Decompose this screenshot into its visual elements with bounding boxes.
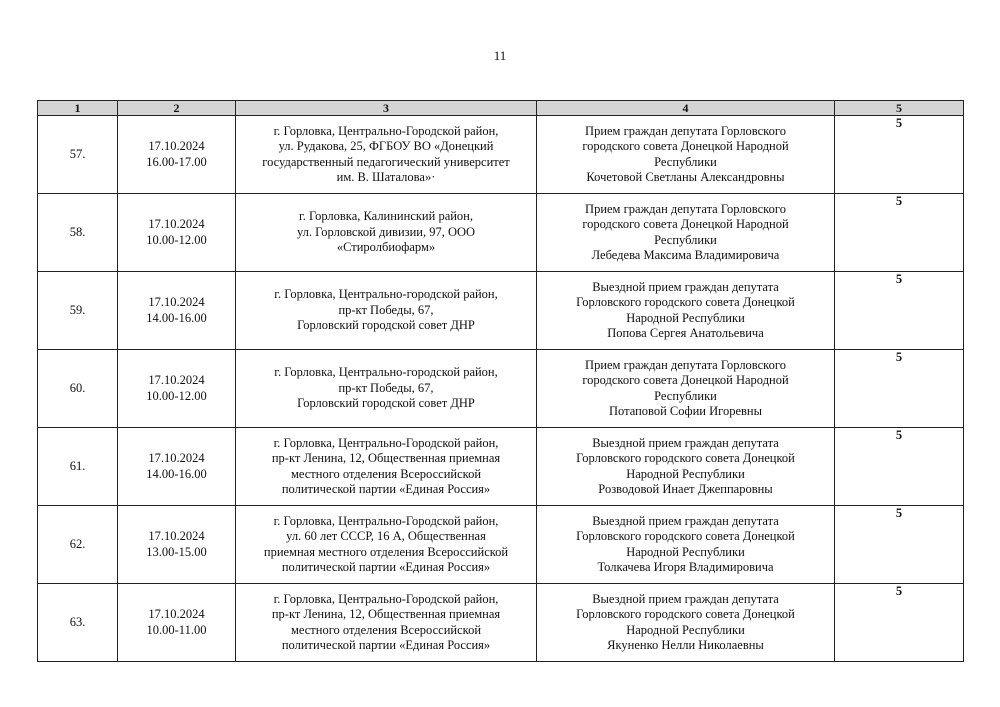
- event-line: Лебедева Максима Владимировича: [591, 248, 780, 262]
- address-line: пр-кт Ленина, 12, Общественная приемная: [271, 451, 501, 465]
- address-line: государственный педагогический университет: [262, 154, 510, 169]
- page-number: 11: [493, 48, 507, 63]
- address-line: Горловский городской совет ДНР: [297, 318, 475, 333]
- address-line: г. Горловка, Центрально-Городской район,: [273, 513, 499, 528]
- table-row: [38, 584, 964, 662]
- table-row: [38, 350, 964, 428]
- address-cell: [236, 272, 537, 350]
- address-line: местного отделения Всероссийской: [290, 622, 482, 637]
- address-line: политической партии «Единая Россия»: [281, 560, 491, 574]
- event-line: Горловского городского совета Донецкой: [576, 607, 795, 621]
- event-cell: [537, 428, 835, 506]
- count-cell: [835, 350, 964, 428]
- address-line: г. Горловка, Калининский район,: [298, 209, 473, 224]
- count-cell: [835, 428, 964, 506]
- event-date: 17.10.2024: [148, 607, 205, 621]
- event-line: Кочетовой Светланы Александровны: [586, 170, 785, 184]
- date-time-cell: [118, 350, 236, 428]
- event-cell: [537, 272, 835, 350]
- event-line: Попова Сергея Анатольевича: [607, 326, 764, 340]
- count-value: 5: [895, 506, 903, 520]
- address-line: ул. Горловской дивизии, 97, ООО: [296, 224, 476, 239]
- address-cell: [236, 194, 537, 272]
- address-cell: [236, 428, 537, 506]
- row-number-cell: [38, 584, 118, 662]
- count-cell: [835, 506, 964, 584]
- event-line: Прием граждан депутата Горловского: [585, 201, 786, 216]
- event-line: Розводовой Инает Джеппаровны: [598, 482, 773, 496]
- count-value: 5: [895, 428, 903, 442]
- header-col-5: 5: [835, 101, 964, 116]
- event-line: Выездной прием граждан депутата: [592, 513, 779, 528]
- row-number: 59.: [69, 302, 86, 317]
- address-line: пр-кт Победы, 67,: [338, 302, 434, 317]
- row-number: 62.: [69, 536, 86, 551]
- event-time: 10.00-11.00: [146, 622, 207, 637]
- event-line: Толкачева Игоря Владимировича: [597, 560, 774, 574]
- date-time-cell: [118, 194, 236, 272]
- row-number-cell: [38, 428, 118, 506]
- event-line: Горловского городского совета Донецкой: [576, 529, 795, 543]
- row-number: 60.: [69, 380, 86, 395]
- address-line: г. Горловка, Центрально-городской район,: [274, 365, 498, 380]
- event-line: Выездной прием граждан депутата: [592, 279, 779, 294]
- address-line: ул. Рудакова, 25, ФГБОУ ВО «Донецкий: [278, 139, 494, 153]
- count-value: 5: [895, 272, 903, 286]
- header-row: [38, 101, 964, 116]
- event-line: Якуненко Нелли Николаевны: [607, 638, 764, 652]
- row-number-cell: [38, 350, 118, 428]
- event-line: городского совета Донецкой Народной: [582, 139, 789, 153]
- date-time-cell: [118, 584, 236, 662]
- event-line: Народной Республики: [626, 310, 745, 325]
- event-date: 17.10.2024: [148, 295, 205, 309]
- event-cell: [537, 584, 835, 662]
- event-cell: [537, 350, 835, 428]
- table-row: [38, 272, 964, 350]
- row-number-cell: [38, 194, 118, 272]
- event-line: Прием граждан депутата Горловского: [585, 357, 786, 372]
- event-line: Горловского городского совета Донецкой: [576, 295, 795, 309]
- address-line: Горловский городской совет ДНР: [297, 396, 475, 411]
- table-row: [38, 116, 964, 194]
- event-line: городского совета Донецкой Народной: [582, 217, 789, 231]
- address-cell: [236, 506, 537, 584]
- date-time-cell: [118, 272, 236, 350]
- count-cell: [835, 584, 964, 662]
- event-time: 14.00-16.00: [146, 310, 207, 325]
- event-time: 13.00-15.00: [146, 544, 207, 559]
- event-date: 17.10.2024: [148, 373, 205, 387]
- event-line: Выездной прием граждан депутата: [592, 435, 779, 450]
- event-line: Потаповой Софии Игоревны: [608, 404, 762, 418]
- table-row: [38, 506, 964, 584]
- count-cell: [835, 194, 964, 272]
- address-line: «Стиролбиофарм»: [336, 240, 436, 255]
- address-line: г. Горловка, Центрально-Городской район,: [273, 591, 499, 606]
- event-time: 16.00-17.00: [146, 154, 207, 169]
- table-body: [38, 116, 964, 662]
- row-number-cell: [38, 506, 118, 584]
- event-line: Народной Республики: [626, 622, 745, 637]
- address-line: пр-кт Ленина, 12, Общественная приемная: [271, 607, 501, 621]
- event-line: Народной Республики: [626, 544, 745, 559]
- row-number: 61.: [69, 458, 86, 473]
- schedule-table: [37, 100, 964, 662]
- event-cell: [537, 116, 835, 194]
- event-time: 10.00-12.00: [146, 232, 207, 247]
- event-line: Республики: [654, 232, 717, 247]
- date-time-cell: [118, 428, 236, 506]
- count-cell: [835, 272, 964, 350]
- event-line: Выездной прием граждан депутата: [592, 591, 779, 606]
- count-value: 5: [895, 584, 903, 598]
- row-number-cell: [38, 272, 118, 350]
- row-number: 57.: [69, 146, 86, 161]
- table-header: [38, 101, 964, 116]
- address-cell: [236, 116, 537, 194]
- date-time-cell: [118, 116, 236, 194]
- row-number: 58.: [69, 224, 86, 239]
- event-cell: [537, 194, 835, 272]
- address-cell: [236, 350, 537, 428]
- event-line: Горловского городского совета Донецкой: [576, 451, 795, 465]
- address-line: г. Горловка, Центрально-Городской район,: [273, 123, 499, 138]
- event-time: 14.00-16.00: [146, 466, 207, 481]
- count-value: 5: [895, 116, 903, 130]
- event-time: 10.00-12.00: [146, 388, 207, 403]
- header-col-2: 2: [118, 101, 236, 116]
- address-line: местного отделения Всероссийской: [290, 466, 482, 481]
- address-line: политической партии «Единая Россия»: [281, 638, 491, 652]
- event-cell: [537, 506, 835, 584]
- table-row: [38, 194, 964, 272]
- event-date: 17.10.2024: [148, 217, 205, 231]
- event-date: 17.10.2024: [148, 139, 205, 153]
- address-line: г. Горловка, Центрально-городской район,: [274, 287, 498, 302]
- table-row: [38, 428, 964, 506]
- count-value: 5: [895, 350, 903, 364]
- event-line: Республики: [654, 154, 717, 169]
- event-line: Республики: [654, 388, 717, 403]
- header-col-1: 1: [38, 101, 118, 116]
- header-col-4: 4: [537, 101, 835, 116]
- event-date: 17.10.2024: [148, 529, 205, 543]
- row-number-cell: [38, 116, 118, 194]
- address-line: г. Горловка, Центрально-Городской район,: [273, 435, 499, 450]
- row-number: 63.: [69, 614, 86, 629]
- event-line: Прием граждан депутата Горловского: [585, 123, 786, 138]
- count-cell: [835, 116, 964, 194]
- date-time-cell: [118, 506, 236, 584]
- event-line: Народной Республики: [626, 466, 745, 481]
- address-line: политической партии «Единая Россия»: [281, 482, 491, 496]
- header-col-3: 3: [236, 101, 537, 116]
- address-line: ул. 60 лет СССР, 16 А, Общественная: [286, 529, 486, 543]
- count-value: 5: [895, 194, 903, 208]
- address-line: пр-кт Победы, 67,: [338, 380, 434, 395]
- event-date: 17.10.2024: [148, 451, 205, 465]
- address-line: приемная местного отделения Всероссийской: [263, 544, 509, 559]
- event-line: городского совета Донецкой Народной: [582, 373, 789, 387]
- address-cell: [236, 584, 537, 662]
- address-line: им. В. Шаталова»·: [336, 170, 436, 184]
